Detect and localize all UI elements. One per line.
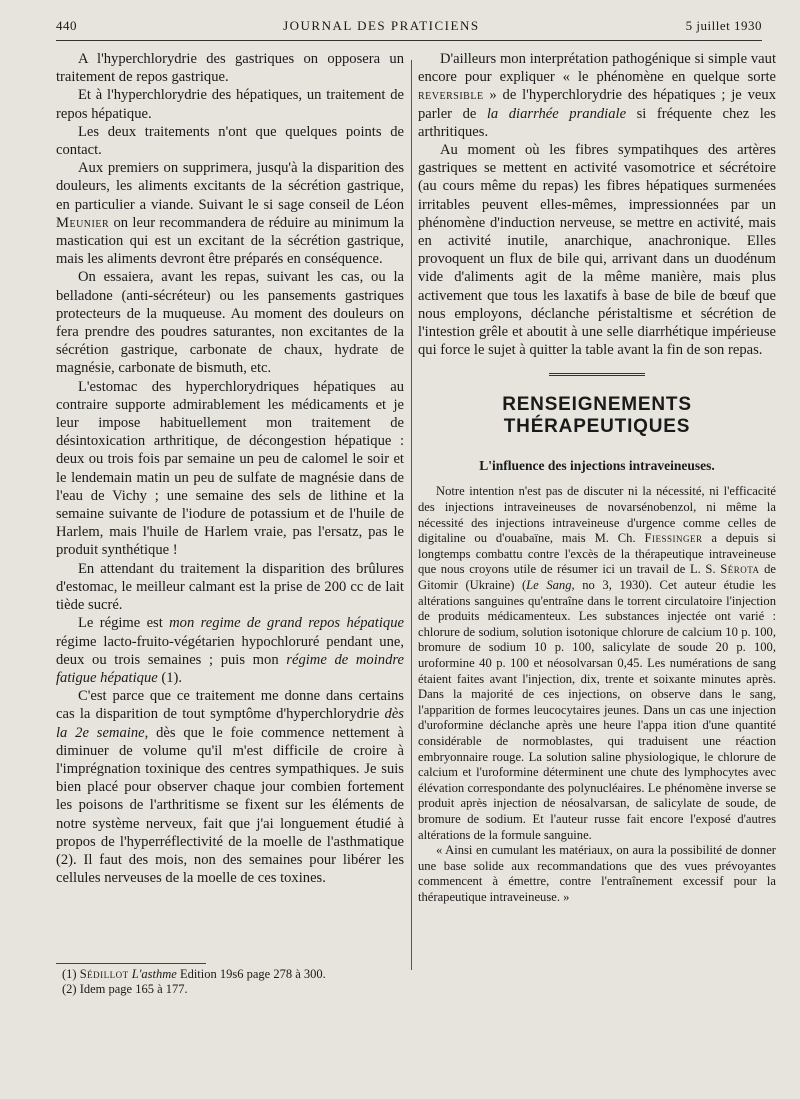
- emphasis: régime de moindre fatigue hépatique: [56, 651, 404, 686]
- footnotes: [62, 967, 407, 997]
- paragraph: Le régime est mon regime de grand repos hépatique régime lacto-fruito-végétarien hypochloruré pendant une, deux ou trois semaines ; puis mon régime de moindre fatigue hépatique (1).: [56, 615, 404, 686]
- footnote-rule: [56, 963, 206, 964]
- emphasis: dès la 2e semaine: [56, 706, 404, 741]
- paragraph: « Ainsi en cumulant les matériaux, on aura la possibilité de donner une base solide aux recommandations que des vues prévoyantes commencent à émettre, contre l'entraînement excessif pour la thérapeutique intraveineuse. »: [418, 843, 776, 904]
- right-column: [418, 50, 776, 905]
- left-column: [56, 50, 404, 887]
- header-rule: [56, 40, 762, 41]
- emphasis: la diarrhée prandiale: [486, 105, 627, 122]
- paragraph: D'ailleurs mon interprétation pathogénique si simple vaut encore pour expliquer « le phénomène en quelque sorte reversible » de l'hyperchlorydrie des hépatiques ; je veux parler de la diarrhée prandiale si fréquente chez les arthritiques.: [418, 51, 776, 140]
- paragraph: Au moment où les fibres sympatihques des artères gastriques se mettent en activité vasomotrice et sécrétoire (au cours même du repas) les fibres hépatiques surmenées irritables peuvent elles-mêmes, impressionnées par un phénomène d'induction nerveuse, se mettre en activité, mais en activité inutile, anarchique, anachronique. Elles provoquent un flux de bile qui, arrivant dans un duodénum vide d'aliments agit de la même manière, mais plus activement que tous les laxatifs à base de bile de bœuf que nous employons, déclanche péristaltisme et sécrétion de l'intestion grêle et aboutit à une selle diarrhétique impérieuse qui force le sujet à quitter la table avant la fin de son repas.: [418, 142, 776, 359]
- ornament-rule: [549, 373, 645, 378]
- author-name: Fiessinger: [644, 531, 703, 546]
- article-body: [418, 484, 776, 905]
- paragraph: En attendant du traitement la disparition des brûlures d'estomac, le meilleur calmant est la prise de 200 cc de lait tiède sucré.: [56, 560, 404, 614]
- paragraph: Les deux traitements n'ont que quelques points de contact.: [56, 123, 404, 159]
- running-header: [56, 14, 762, 38]
- emphasis: mon regime de grand repos hépatique: [169, 615, 404, 632]
- journal-name: Le Sang: [526, 578, 572, 593]
- emphasis-smallcaps: reversible: [418, 87, 484, 104]
- page-number: 440: [56, 18, 77, 33]
- footnote: (2) Idem page 165 à 177.: [62, 982, 188, 996]
- author-name: Meunier: [56, 214, 110, 231]
- journal-title: JOURNAL DES PRATICIENS: [283, 18, 480, 33]
- paragraph: C'est parce que ce traitement me donne dans certains cas la disparition de tout symptôme d'hyperchlorydrie dès la 2e semaine, dès que le foie commence nettement à diminuer de volume qu'il m'est difficile de croire à l'imprégnation toxinique des centres sympathiques. Je suis bien placé pour observer chaque jour combien fortement les poisons de l'arthritisme se fixent sur les éléments de notre système nerveux, fait que j'ai longuement étudié à propos de l'hyperréflectivité de la moelle de l'asthmatique (2). Il faut des mois, non des semaines pour libérer les cellules nerveuses de la moelle de ces toxines.: [56, 688, 404, 887]
- article-subheading: L'influence des injections intraveineuses.: [479, 458, 715, 474]
- paragraph: Et à l'hyperchlorydrie des hépatiques, un traitement de repos hépatique.: [56, 87, 404, 122]
- paragraph: A l'hyperchlorydrie des gastriques on opposera un traitement de repos gastrique.: [56, 51, 404, 86]
- author-name: Sérota: [720, 562, 760, 577]
- issue-date: 5 juillet 1930: [685, 18, 762, 33]
- paragraph: Aux premiers on supprimera, jusqu'à la disparition des douleurs, les aliments excitants de la sécrétion gastrique, en particulier a viande. Suivant le si sage conseil de Léon Meunier on leur recommandera de réduire au minimum la mastication qui est un excitant de la sécrétion gastrique, mais les aliments devront être préparés en conséquence.: [56, 160, 404, 268]
- column-divider: [411, 60, 412, 970]
- section-title: RENSEIGNEMENTS THÉRAPEUTIQUES: [502, 394, 692, 438]
- paragraph: Notre intention n'est pas de discuter ni la nécessité, ni l'efficacité des injections intraveineuses de novarsénobenzol, ni même la nécessité des injections intraveineuse d'urgence comme celles de digitaline ou d'ouabaïne, mais M. Ch. Fiessinger a depuis si longtemps combattu contre l'excès de la thérapeutique intraveineuse que nous croyons utile de résumer ici un travail de L. S. Sérota de Gitomir (Ukraine) (Le Sang, no 3, 1930). Cet auteur étudie les altérations sanguines qu'entraîne dans le torrent circulatoire l'injection de produits médicamenteux. Les substances injectée ont varié : chlorure de sodium, solution isotonique chlorure de calcium 10 p. 100, bromure de sodium 10 p. 100, salicylate de soude 20 p. 100, uroformine 40 p. 100 et néosolvarsan 0,45. Les numérations de sang étaient faites avant l'injection, dix, trente et soixante minutes après. Dans la majorité de ces injections, on observe dans le sang, l'apparition de formes leucocytaires jeunes. Dans un cas une injection d'uroformine déclanche après une heure l'appa ition d'une quantité considérable de normoblastes, qui traduisent une réaction embryonnaire rouge. La solution saline physiologique, le chlorure de calcium et l'uroformine déterminent une chute des lymphocytes avec élévation correspondante des polynucléaires. Le phénomène inverse se produit après injection de néosalvarsan, de salicylate de soude, de bromure de sodium. Et l'auteur russe fait encore l'exposé d'autres altérations de la formule sanguine.: [418, 484, 776, 842]
- paragraph: On essaiera, avant les repas, suivant les cas, ou la belladone (anti-sécréteur) ou les pansements gastriques protecteurs de la muqueuse. Au moment des douleurs on fera prendre des poudres saturantes, non excitantes de la sécrétion gastrique, carbonate de chaux, hydrate de magnésie, carbonate de bismuth, etc.: [56, 269, 404, 377]
- paragraph: L'estomac des hyperchlorydriques hépatiques au contraire supporte admirablement les médicaments et je leur impose habituellement mon traitement de désintoxication arthritique, de décongestion hépatique : deux ou trois fois par semaine un peu de calomel le soir et le lendemain matin un peu de sulfate de magnésie dans de l'eau de Vichy ; une semaine des sels de lithine et la semaine suivante de l'iodure de potassium et de l'huile de Harlem, mais l'huile de Harlem vraie, pas l'ersatz, pas le produit synthétique !: [56, 378, 404, 559]
- footnote: (1) Sédillot L'asthme Edition 19s6 page 278 à 300.: [62, 967, 326, 981]
